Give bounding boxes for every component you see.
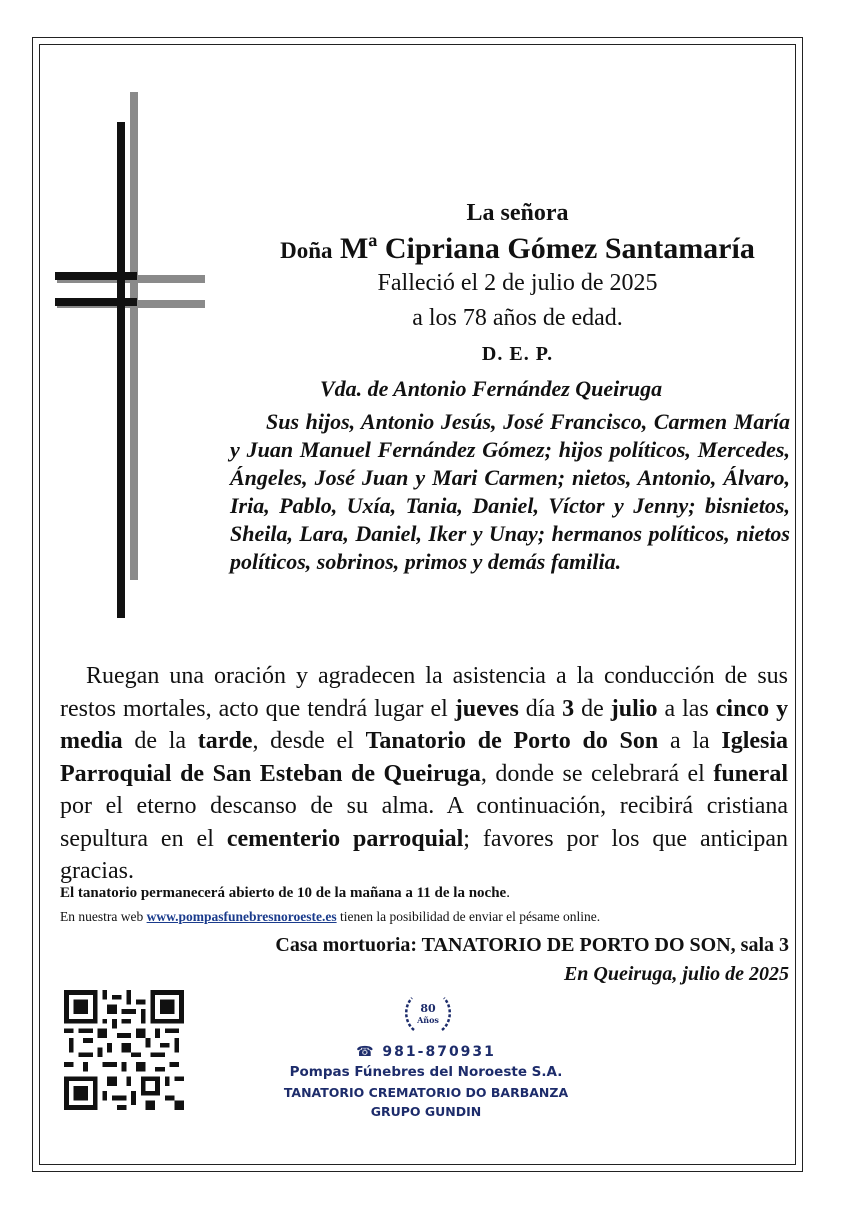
dep: D. E. P. bbox=[481, 343, 554, 365]
family-list: Sus hijos, Antonio Jesús, José Francisco, Carmen María y Juan Manuel Fernández Gómez; hijos políticos, Mercedes, Ángeles, José Juan y Mari Carmen; nietos, Antonio, Álvaro, Iria, Pablo, Uxía, Tania, Daniel, Víctor y Jenny; bisnietos, Sheila, Lara, Daniel, Iker y Unay; hermanos políticos, nietos políticos, sobrinos, primos y demás familia. bbox=[230, 409, 790, 574]
name-text: Mª Cipriana Gómez Santamaría bbox=[340, 232, 755, 265]
ceremony-text: Ruegan una oración y agradecen la asistencia a la conducción de sus restos mortales, acto que tendrá lugar el jueves día 3 de julio a las cinco y media de la tarde, desde el Tanatorio de Porto do Son a la Iglesia Parroquial de San Esteban de Queiruga, donde se celebrará el funeral por el eterno descanso de su alma. A continuación, recibirá cristiana sepultura en el cementerio parroquial; favores por los que anticipan gracias. bbox=[60, 663, 789, 884]
crematory-name: TANATORIO CREMATORIO DO BARBANZA bbox=[283, 1085, 569, 1100]
qr-code-icon[interactable] bbox=[64, 990, 184, 1110]
title: La señora bbox=[466, 200, 569, 226]
name-prefix: Doña bbox=[280, 238, 333, 263]
website-link[interactable]: www.pompasfunebresnoroeste.es bbox=[146, 909, 337, 924]
cross-black-vertical bbox=[117, 122, 125, 618]
group-name: GRUPO GUNDIN bbox=[370, 1104, 482, 1119]
cross-black-bar-top bbox=[55, 272, 137, 280]
phone[interactable]: ☎ 981-870931 bbox=[356, 1044, 496, 1060]
widow-of: Vda. de Antonio Fernández Queiruga bbox=[320, 376, 663, 401]
badge-label: Años bbox=[417, 1015, 439, 1025]
mortuary: Casa mortuoria: TANATORIO DE PORTO DO SON, sala 3 bbox=[275, 934, 789, 956]
cross-black-bar-bottom bbox=[55, 298, 137, 306]
web-line: En nuestra web www.pompasfunebresnoroeste.es tienen la posibilidad de enviar el pésame online. bbox=[60, 909, 601, 924]
deceased-name bbox=[200, 232, 835, 266]
80-years-badge-icon bbox=[400, 990, 456, 1038]
phone-icon: ☎ bbox=[356, 1044, 376, 1060]
death-date: Falleció el 2 de julio de 2025 bbox=[377, 270, 658, 296]
company-name: Pompas Fúnebres del Noroeste S.A. bbox=[289, 1064, 563, 1080]
badge-number: 80 bbox=[420, 1002, 436, 1015]
age: a los 78 años de edad. bbox=[412, 305, 623, 331]
opening-hours: El tanatorio permanecerá abierto de 10 de la mañana a 11 de la noche. bbox=[60, 885, 510, 901]
cross-gray-vertical bbox=[130, 92, 138, 580]
place-date: En Queiruga, julio de 2025 bbox=[563, 963, 789, 985]
